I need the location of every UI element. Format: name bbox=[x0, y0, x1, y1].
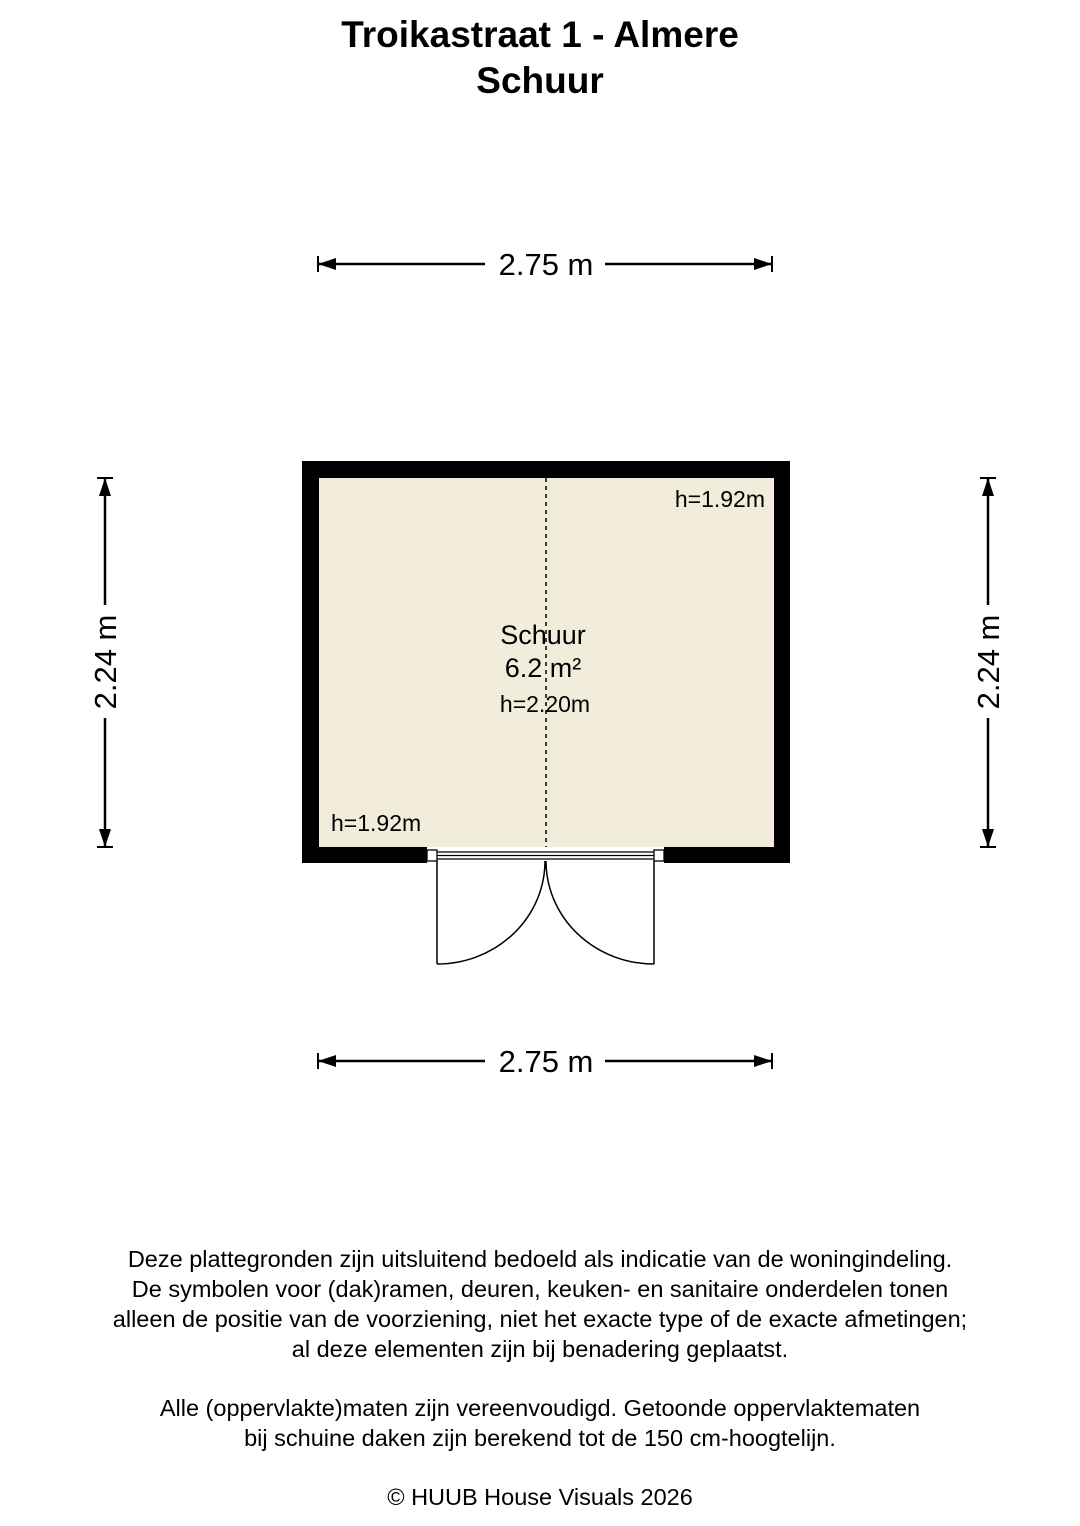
door-swing-right bbox=[546, 861, 654, 964]
area-note bbox=[0, 1393, 1080, 1453]
disclaimer-line: Deze plattegronden zijn uitsluitend bedoeld als indicatie van de woningindeling. bbox=[127, 1246, 953, 1272]
room-name-label: Schuur bbox=[500, 620, 586, 650]
disclaimer bbox=[0, 1244, 1080, 1364]
room-height-bottom-left-label: h=1.92m bbox=[331, 810, 422, 836]
dimension-left-label: 2.24 m bbox=[88, 614, 123, 710]
arrow-right-icon bbox=[754, 258, 772, 270]
area-note-line: bij schuine daken zijn berekend tot de 150 cm-hoogtelijn. bbox=[244, 1425, 836, 1451]
arrow-up-icon bbox=[982, 478, 994, 496]
disclaimer-line: alleen de positie van de voorziening, niet het exacte type of de exacte afmetingen; bbox=[112, 1306, 968, 1332]
room-area-label: 6.2 m² bbox=[504, 653, 582, 683]
plan-address-title: Troikastraat 1 - Almere bbox=[341, 14, 739, 55]
room-height-top-right-label: h=1.92m bbox=[674, 486, 765, 512]
door-swing-left bbox=[437, 861, 545, 964]
arrow-left-icon bbox=[318, 258, 336, 270]
arrow-down-icon bbox=[982, 829, 994, 847]
dimension-right-label: 2.24 m bbox=[971, 614, 1006, 710]
double-door bbox=[427, 850, 664, 964]
dimension-bottom-label: 2.75 m bbox=[498, 1044, 594, 1079]
copyright: © HUUB House Visuals 2026 bbox=[387, 1484, 693, 1510]
dimension-right bbox=[971, 478, 1006, 847]
dimension-bottom bbox=[318, 1044, 772, 1079]
arrow-up-icon bbox=[99, 478, 111, 496]
disclaimer-line: al deze elementen zijn bij benadering geplaatst. bbox=[291, 1336, 789, 1362]
area-note-line: Alle (oppervlakte)maten zijn vereenvoudigd. Getoonde oppervlaktematen bbox=[159, 1395, 921, 1421]
disclaimer-line: De symbolen voor (dak)ramen, deuren, keuken- en sanitaire onderdelen tonen bbox=[131, 1276, 949, 1302]
arrow-left-icon bbox=[318, 1055, 336, 1067]
arrow-right-icon bbox=[754, 1055, 772, 1067]
dimension-top bbox=[318, 247, 772, 282]
plan-floor-title: Schuur bbox=[476, 60, 604, 101]
dimension-left bbox=[88, 478, 123, 847]
room-height-center-label: h=2.20m bbox=[499, 691, 591, 717]
arrow-down-icon bbox=[99, 829, 111, 847]
dimension-top-label: 2.75 m bbox=[498, 247, 594, 282]
